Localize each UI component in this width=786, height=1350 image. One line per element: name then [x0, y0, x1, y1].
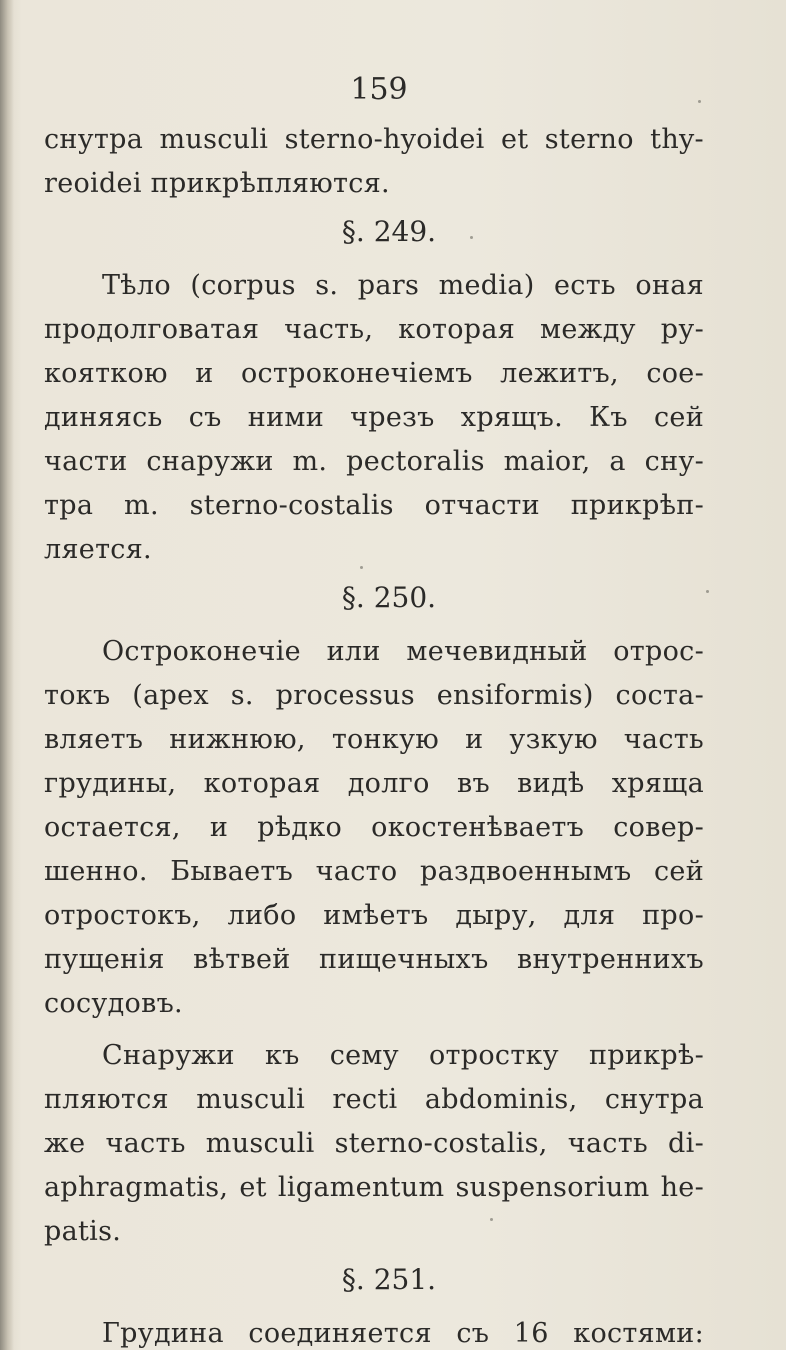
text-line: patis. [44, 1216, 122, 1247]
text-line: aphragmatis, et ligamentum suspensorium he- [44, 1172, 704, 1203]
text-line: продолговатая часть, которая между ру- [44, 314, 704, 345]
page-text [44, 70, 704, 1350]
text-line: же часть musculi sterno-costalis, часть di- [44, 1128, 704, 1159]
text-line: reoidei прикрѣпляются. [44, 168, 390, 199]
text-line: ляется. [44, 534, 152, 565]
text-line: пущенія вѣтвей пищечныхъ внутреннихъ [44, 944, 704, 975]
text-line: кояткою и остроконечіемъ лежитъ, сое- [44, 358, 704, 389]
text-line: Остроконечіе или мечевидный отрос- [102, 636, 704, 667]
text-line: части снаружи m. pectoralis maior, а сну- [44, 446, 704, 477]
paper-speck [706, 590, 709, 593]
text-line: грудины, которая долго въ видѣ хряща [44, 768, 704, 799]
section-heading-249: §. 249. [341, 215, 437, 248]
page-number: 159 [350, 72, 408, 107]
text-line: тра m. sterno-costalis отчасти прикрѣп- [44, 490, 704, 521]
text-line: диняясь съ ними чрезъ хрящъ. Къ сей [44, 402, 704, 433]
paragraph-spacer [44, 1026, 704, 1034]
text-line: отростокъ, либо имѣетъ дыру, для про- [44, 900, 704, 931]
text-line: Грудина соединяется съ 16 костями: [102, 1318, 704, 1349]
text-line: Тѣло (corpus s. pars media) есть оная [102, 270, 704, 301]
page-gutter-shadow [0, 0, 14, 1350]
text-line: снутра musculi sterno-hyoidei et sterno thy- [44, 124, 704, 155]
text-line: пляются musculi recti abdominis, снутра [44, 1084, 704, 1115]
text-line: сосудовъ. [44, 988, 183, 1019]
text-line: вляетъ нижнюю, тонкую и узкую часть [44, 724, 704, 755]
text-line: токъ (apex s. processus ensiformis) соста- [44, 680, 704, 711]
section-heading-250: §. 250. [341, 581, 437, 614]
text-line: остается, и рѣдко окостенѣваетъ совер- [44, 812, 704, 843]
text-line: Снаружи къ сему отростку прикрѣ- [102, 1040, 704, 1071]
section-heading-251: §. 251. [341, 1263, 437, 1296]
text-line: шенно. Бываетъ часто раздвоеннымъ сей [44, 856, 704, 887]
